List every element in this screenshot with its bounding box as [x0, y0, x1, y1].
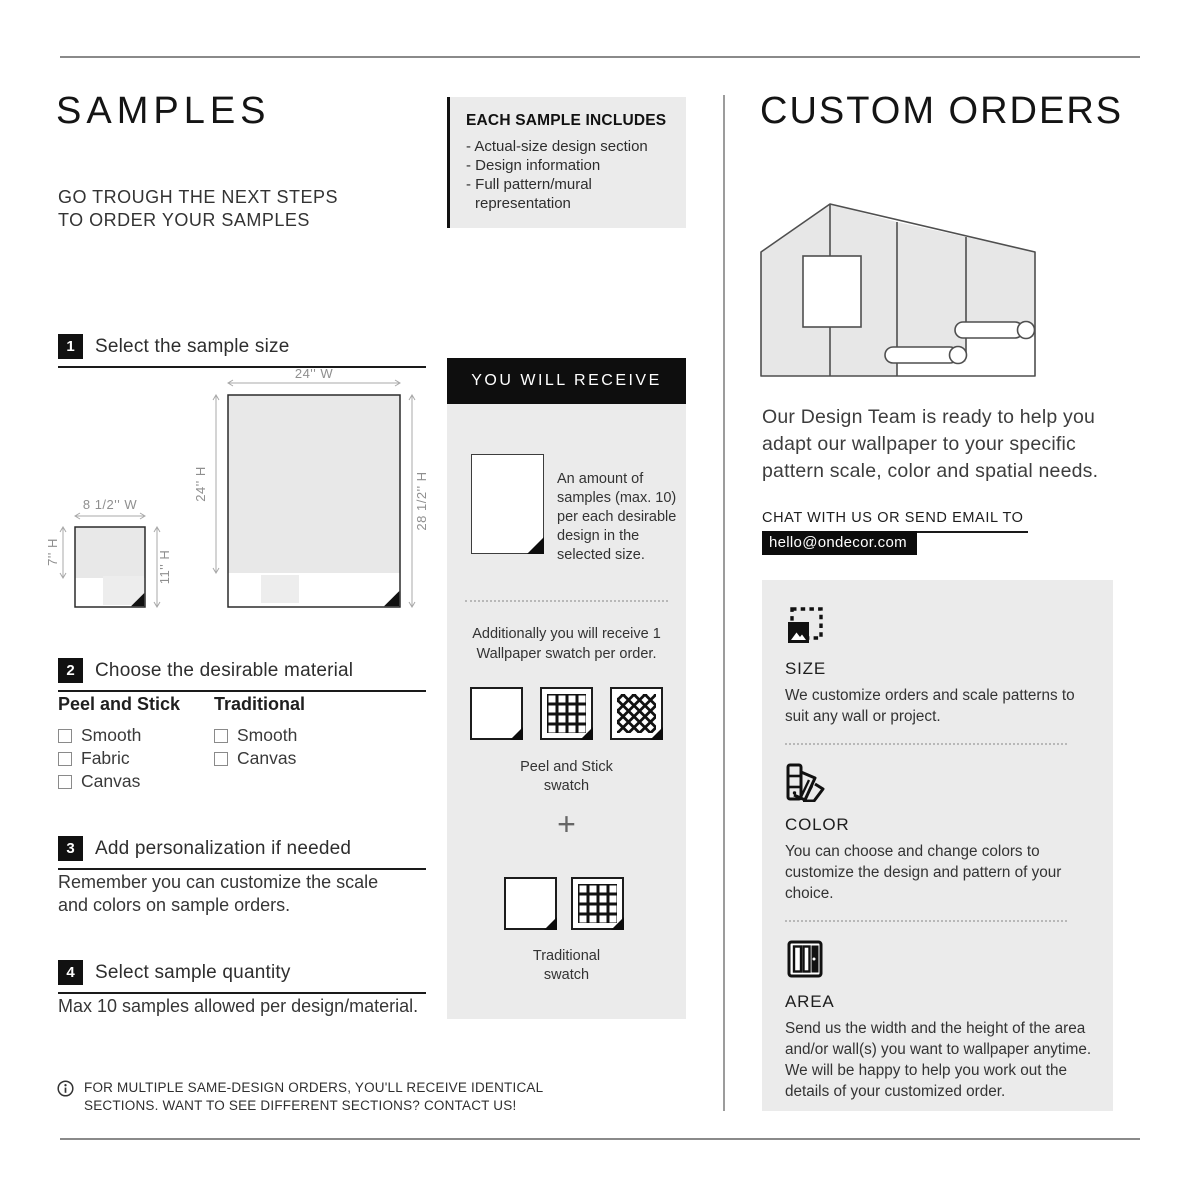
traditional-swatch-row: [504, 877, 624, 930]
step-4-heading: [58, 960, 426, 994]
option-traditional-canvas: [214, 747, 370, 770]
step-2-label: Choose the desirable material: [95, 659, 354, 681]
option-label: Smooth: [237, 725, 298, 745]
includes-item: - Full pattern/mural representation: [466, 176, 592, 212]
plain-swatch: [504, 877, 557, 930]
option-label: Fabric: [81, 748, 130, 768]
area-card-text: Send us the width and the height of the area and/or wall(s) you want to wallpaper anytime. We will be happy to help you work out the details of your customized order.: [785, 1020, 1092, 1100]
intro-line-2: TO ORDER YOUR SAMPLES: [58, 210, 310, 230]
wallpapered-wall-illustration: [757, 195, 1047, 385]
large-width-label: 24'' W: [294, 368, 334, 381]
footnote-line-2: SECTIONS. WANT TO SEE DIFFERENT SECTIONS? CONTACT US!: [84, 1097, 517, 1113]
folded-corner: [544, 917, 557, 930]
small-height-left-label: 7'' H: [45, 538, 60, 566]
each-sample-includes-box: [447, 97, 686, 228]
size-card: [785, 606, 1113, 745]
vertical-divider: [723, 95, 725, 1111]
chat-with-us-label: CHAT WITH US OR SEND EMAIL TO: [762, 510, 1028, 533]
area-walls-icon: [785, 939, 825, 979]
checkbox-peel-smooth[interactable]: [58, 729, 72, 743]
size-card-title: SIZE: [785, 659, 826, 678]
size-card-text: We customize orders and scale patterns to suit any wall or project.: [785, 687, 1075, 725]
color-card: [785, 762, 1113, 922]
step-4-label: Select sample quantity: [95, 961, 291, 983]
checkbox-peel-fabric[interactable]: [58, 752, 72, 766]
receive-header: YOU WILL RECEIVE: [447, 358, 686, 404]
step-4-number: 4: [58, 960, 83, 985]
design-team-paragraph: Our Design Team is ready to help you adapt our wallpaper to your specific pattern scale, color and spatial needs.: [762, 406, 1099, 482]
custom-orders-title: CUSTOM ORDERS: [760, 90, 1124, 132]
option-label: Smooth: [81, 725, 142, 745]
label-line: swatch: [543, 778, 590, 794]
large-height-right-label: 28 1/2'' H: [414, 471, 429, 531]
traditional-title: Traditional: [214, 694, 306, 714]
step-1-number: 1: [58, 334, 83, 359]
folded-corner: [580, 727, 593, 740]
top-divider: [60, 56, 1140, 58]
footnote: [57, 1079, 543, 1114]
footnote-line-1: FOR MULTIPLE SAME-DESIGN ORDERS, YOU'LL RECEIVE IDENTICAL: [84, 1080, 544, 1095]
traditional-swatch-label: [447, 947, 686, 985]
small-height-right-label: 11'' H: [157, 549, 172, 585]
additionally-text: Additionally you will receive 1 Wallpaper swatch per order.: [472, 626, 661, 662]
label-line: Traditional: [532, 948, 601, 964]
step-4-note: Max 10 samples allowed per design/material.: [58, 996, 419, 1016]
folded-corner: [527, 537, 544, 554]
color-card-text: You can choose and change colors to customize the design and pattern of your choice.: [785, 843, 1062, 902]
folded-corner: [510, 727, 523, 740]
info-icon: [57, 1080, 74, 1097]
step-2-heading: [58, 658, 426, 692]
color-card-title: COLOR: [785, 815, 850, 834]
traditional-column: [214, 694, 370, 793]
option-label: Canvas: [237, 748, 297, 768]
step-3-label: Add personalization if needed: [95, 837, 352, 859]
includes-item: - Actual-size design section: [466, 138, 648, 155]
bottom-divider: [60, 1138, 1140, 1140]
folded-corner: [611, 917, 624, 930]
step-3-number: 3: [58, 836, 83, 861]
folded-corner: [650, 727, 663, 740]
peel-and-stick-title: Peel and Stick: [58, 694, 181, 714]
small-width-label: 8 1/2'' W: [82, 497, 138, 512]
label-line: swatch: [543, 967, 590, 983]
step-2-number: 2: [58, 658, 83, 683]
option-peel-fabric: [58, 747, 214, 770]
grid-swatch: [571, 877, 624, 930]
step-3-heading: [58, 836, 426, 870]
receive-description: An amount of samples (max. 10) per each desirable design in the selected size.: [557, 471, 677, 563]
footnote-text: [84, 1079, 543, 1114]
step-3-note: Remember you can customize the scale and colors on sample orders.: [58, 872, 379, 915]
wallpaper-roll: [885, 347, 967, 364]
includes-title: EACH SAMPLE INCLUDES: [466, 112, 667, 129]
peel-and-stick-column: [58, 694, 214, 793]
label-line: Peel and Stick: [520, 759, 613, 775]
area-card: [785, 939, 1113, 1102]
checkbox-traditional-canvas[interactable]: [214, 752, 228, 766]
material-options: [58, 694, 370, 793]
intro-text: [58, 186, 338, 232]
color-swatches-icon: [785, 762, 825, 802]
samples-title: SAMPLES: [56, 90, 271, 132]
dotted-divider: [785, 920, 1067, 922]
peel-swatch-label: [447, 758, 686, 796]
plus-sign: +: [557, 806, 576, 842]
email-address[interactable]: hello@ondecor.com: [762, 531, 917, 555]
option-label: Canvas: [81, 771, 141, 791]
dotted-divider: [465, 600, 668, 602]
sample-size-diagram: [45, 368, 430, 618]
option-peel-canvas: [58, 770, 214, 793]
checkbox-traditional-smooth[interactable]: [214, 729, 228, 743]
you-will-receive-panel: [447, 358, 686, 1019]
wallpaper-roll: [955, 322, 1035, 339]
step-1-heading: [58, 334, 426, 368]
intro-line-1: GO TROUGH THE NEXT STEPS: [58, 187, 339, 207]
includes-item: - Design information: [466, 157, 601, 174]
option-peel-smooth: [58, 724, 214, 747]
option-traditional-smooth: [214, 724, 370, 747]
grid-swatch: [540, 687, 593, 740]
peel-swatch-row: [470, 687, 663, 740]
dotted-divider: [785, 743, 1067, 745]
large-height-left-label: 24'' H: [193, 466, 208, 502]
custom-order-cards: [762, 580, 1113, 1111]
area-card-title: AREA: [785, 992, 835, 1011]
plain-swatch: [470, 687, 523, 740]
step-1-label: Select the sample size: [95, 335, 290, 357]
size-crop-icon: [785, 606, 825, 646]
checkbox-peel-canvas[interactable]: [58, 775, 72, 789]
crosshatch-swatch: [610, 687, 663, 740]
sample-sheet-graphic: [471, 454, 544, 554]
